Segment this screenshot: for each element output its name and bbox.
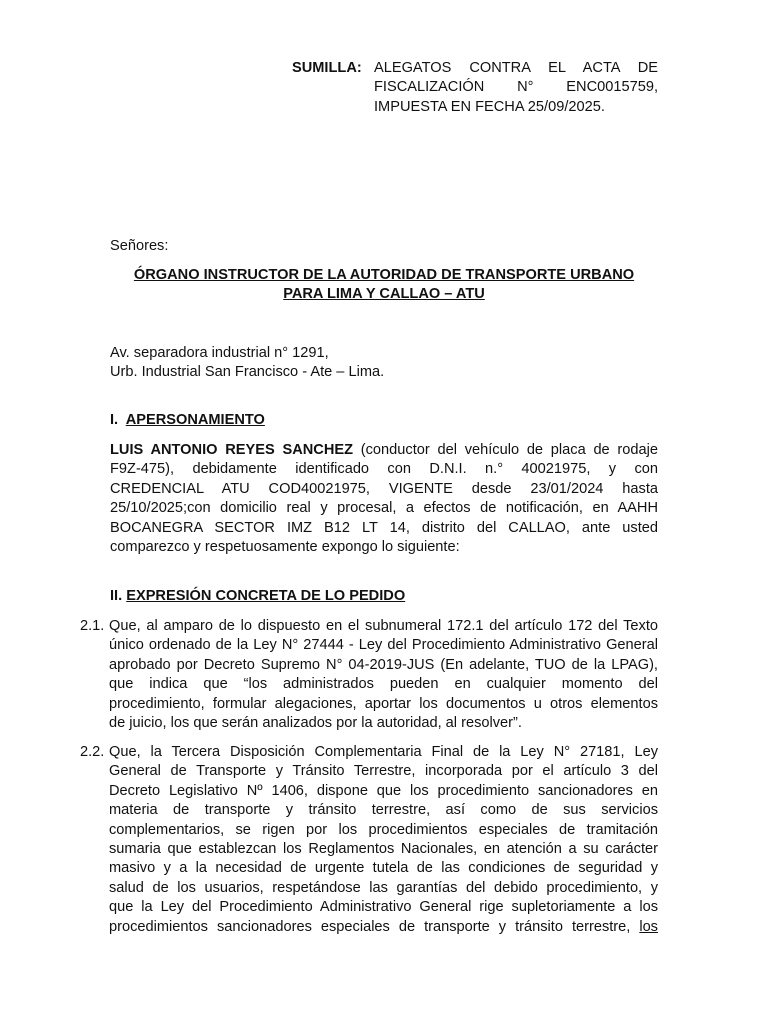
- sumilla-label: SUMILLA:: [292, 60, 362, 76]
- paragraph-line: que la Ley del Procedimiento Administrativo General rige supletoriamente a los: [109, 899, 658, 916]
- paragraph-line: aprobado por Decreto Supremo N° 04-2019-JUS (En adelante, TUO de la LPAG),: [109, 656, 658, 673]
- paragraph-line: masivo y a la necesidad de urgente tutela de las condiciones de seguridad y: [109, 860, 658, 877]
- sumilla-line: ALEGATOS CONTRA EL ACTA DE: [374, 60, 658, 76]
- paragraph-line: General de Transporte y Tránsito Terrestre, incorporada por el artículo 3 del: [109, 763, 658, 780]
- section-title: EXPRESIÓN CONCRETA DE LO PEDIDO: [126, 588, 406, 604]
- sumilla-line: IMPUESTA EN FECHA 25/09/2025.: [374, 98, 605, 115]
- paragraph-line: F9Z-475), debidamente identificado con D.N.I. n.° 40021975, y con: [110, 461, 658, 478]
- paragraph-line: sumaria que establezcan los Reglamentos Nacionales, en atención a su carácter: [109, 841, 658, 858]
- section-heading-apersonamiento: [110, 411, 265, 430]
- sumilla-block: [292, 59, 658, 117]
- paragraph-line: complementarios, se rigen por los procedimientos especiales de tramitación: [109, 821, 658, 838]
- paragraph-line: que indica que “los administrados pueden en cualquier momento del: [109, 676, 658, 693]
- paragraph-line: procedimiento, formular alegaciones, aportar los documentos u otros elementos: [109, 695, 658, 712]
- trailing-underlined-word: los: [639, 918, 658, 935]
- addressee-line: ÓRGANO INSTRUCTOR DE LA AUTORIDAD DE TRANSPORTE URBANO: [133, 267, 635, 283]
- addressee-heading: [110, 266, 658, 305]
- paragraph-line: Decreto Legislativo Nº 1406, dispone que los procedimiento sancionadores en: [109, 782, 658, 799]
- paragraph-line: de juicio, los que serán analizados por la autoridad, al resolver”.: [109, 715, 522, 732]
- paragraph-line: único ordenado de la Ley N° 27444 - Ley del Procedimiento Administrativo General: [109, 637, 658, 654]
- section-heading-pedido: [110, 587, 405, 606]
- sumilla-line: FISCALIZACIÓN N° ENC0015759,: [374, 79, 658, 96]
- paragraph-line: [110, 441, 658, 460]
- appellant-name: LUIS ANTONIO REYES SANCHEZ: [110, 442, 354, 458]
- paragraph-line-text: (conductor del vehículo de placa de rodaje: [353, 442, 658, 458]
- paragraph-line: Que, la Tercera Disposición Complementaria Final de la Ley N° 27181, Ley: [109, 744, 658, 760]
- paragraph-line: BOCANEGRA SECTOR IMZ B12 LT 14, distrito del CALLAO, ante usted: [110, 519, 658, 536]
- paragraph-line: CREDENCIAL ATU COD40021975, VIGENTE desde 23/01/2024 hasta: [110, 480, 658, 497]
- list-item-number: 2.2.: [80, 744, 105, 760]
- list-item-number: 2.1.: [80, 618, 105, 634]
- section-title: APERSONAMIENTO: [125, 412, 265, 428]
- address-line: Urb. Industrial San Francisco - Ate – Lima.: [110, 364, 385, 381]
- salutation: Señores:: [110, 238, 169, 254]
- addressee-line: PARA LIMA Y CALLAO – ATU: [283, 286, 485, 303]
- paragraph-line: salud de los usuarios, respetándose las garantías del debido procedimiento, y: [109, 879, 658, 896]
- paragraph-line: Que, al amparo de lo dispuesto en el subnumeral 172.1 del artículo 172 del Texto: [109, 618, 658, 634]
- paragraph-line: comparezco y respetuosamente expongo lo siguiente:: [110, 539, 460, 556]
- address-line: Av. separadora industrial n° 1291,: [110, 345, 329, 361]
- paragraph-line: materia de transporte y tránsito terrestre, así como de sus servicios: [109, 802, 658, 819]
- paragraph-line: [109, 918, 658, 937]
- section-number: I.: [110, 412, 119, 428]
- section-number: II.: [110, 588, 123, 604]
- addressee-address: [110, 344, 384, 383]
- sumilla-text: [374, 59, 658, 117]
- list-item-body: [109, 617, 658, 733]
- apersonamiento-paragraph: [110, 441, 658, 557]
- paragraph-line: 25/10/2025;con domicilio real y procesal, a efectos de notificación, en AAHH: [110, 500, 658, 517]
- list-item-body: [109, 743, 658, 937]
- paragraph-line-text: procedimientos sancionadores especiales de transporte y tránsito terrestre,: [109, 918, 631, 935]
